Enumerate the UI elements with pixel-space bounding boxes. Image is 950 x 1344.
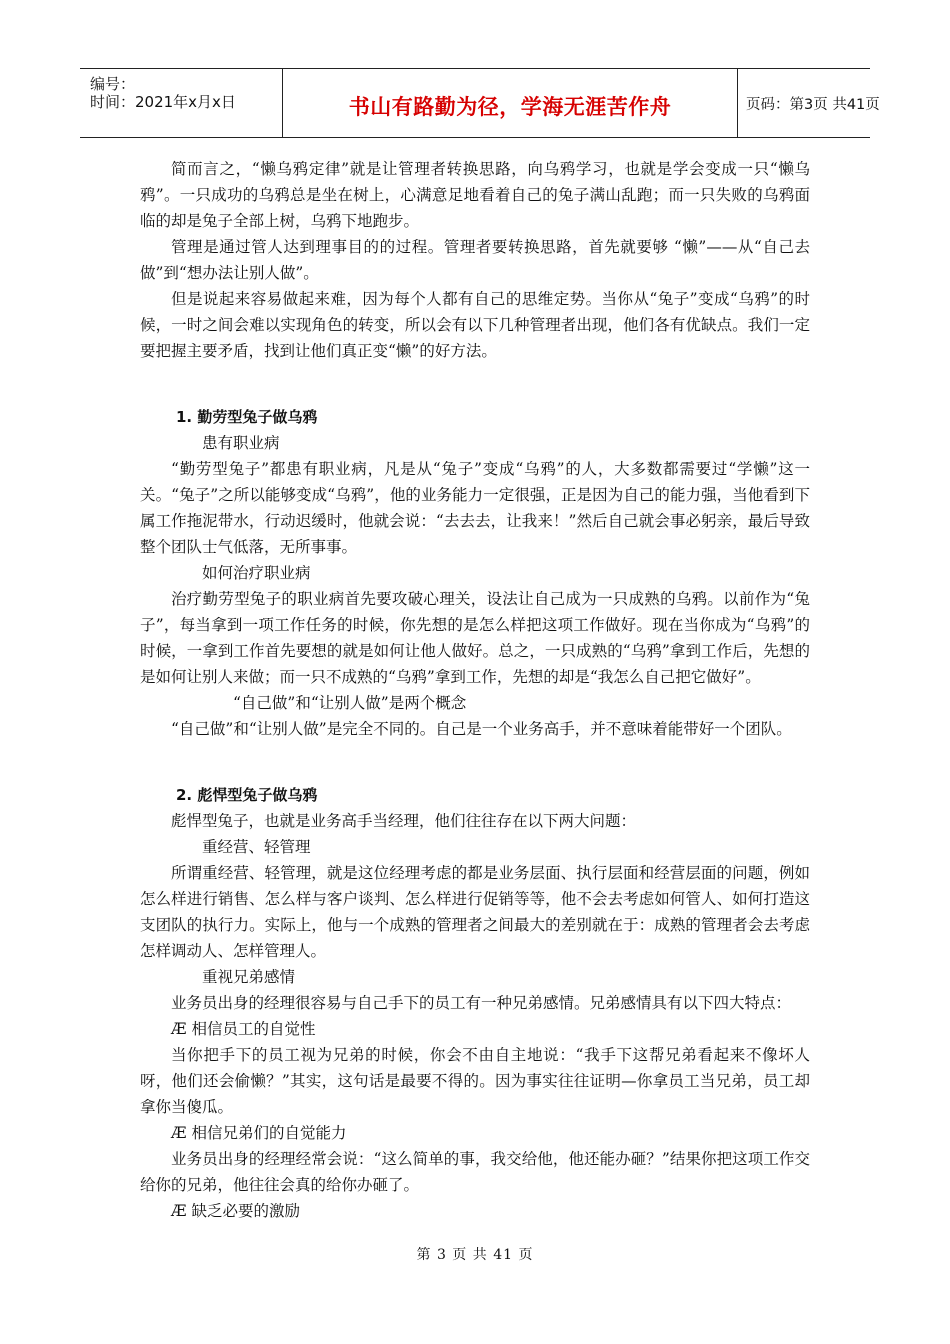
paragraph: 简而言之，“懒乌鸦定律”就是让管理者转换思路，向乌鸦学习，也就是学会变成一只“懒乌鸦”。一只成功的乌鸦总是坐在树上，心满意足地看着自己的兔子满山乱跑；而一只失败的乌鸦面临的却是兔子全部上树，乌鸦下地跑步。 <box>140 160 810 230</box>
paragraph: “勤劳型兔子”都患有职业病，凡是从“兔子”变成“乌鸦”的人，大多数都需要过“学懒”这一关。“兔子”之所以能够变成“乌鸦”，他的业务能力一定很强，正是因为自己的能力强，当他看到下属工作拖泥带水，行动迟缓时，他就会说：“去去去，让我来！”然后自己就会事必躬亲，最后导致整个团队士气低落，无所事事。 <box>140 460 810 556</box>
document-body <box>140 156 810 1224</box>
section-heading: 1. 勤劳型兔子做乌鸦 <box>176 408 318 426</box>
spacer <box>140 364 810 390</box>
page-footer: 第 3 页 共 41 页 <box>416 1247 534 1263</box>
header-left-cell <box>80 69 283 137</box>
paragraph: 业务员出身的经理经常会说：“这么简单的事，我交给他，他还能办砸？”结果你把这项工作交给你的兄弟，他往往会真的给你办砸了。 <box>140 1150 810 1194</box>
spacer <box>140 742 810 768</box>
spacer <box>140 390 810 404</box>
subheading: 重经营、轻管理 <box>202 838 311 856</box>
header-motto-cell <box>283 69 738 137</box>
paragraph: 彪悍型兔子，也就是业务高手当经理，他们往往存在以下两大问题： <box>171 812 637 830</box>
paragraph: “自己做”和“让别人做”是完全不同的。自己是一个业务高手，并不意味着能带好一个团队。 <box>171 720 792 738</box>
header-page-cell <box>738 69 880 137</box>
doc-number-label: 编号： <box>90 75 136 93</box>
spacer <box>140 768 810 782</box>
header-table <box>80 68 880 138</box>
paragraph: 业务员出身的经理很容易与自己手下的员工有一种兄弟感情。兄弟感情具有以下四大特点： <box>171 994 792 1012</box>
paragraph: 治疗勤劳型兔子的职业病首先要攻破心理关，设法让自己成为一只成熟的乌鸦。以前作为“兔子”，每当拿到一项工作任务的时候，你先想的是怎么样把这项工作做好。现在当你成为“乌鸦”的时候，一拿到工作首先要想的就是如何让他人做好。总之，一只成熟的“乌鸦”拿到工作后，先想的是如何让别人来做；而一只不成熟的“乌鸦”拿到工作，先想的却是“我怎么自己把它做好”。 <box>140 590 810 686</box>
subheading: 重视兄弟感情 <box>202 968 296 986</box>
section-heading: 2. 彪悍型兔子做乌鸦 <box>176 786 318 804</box>
time-label: 时间：2021年x月x日 <box>90 93 236 111</box>
subheading: “自己做”和“让别人做”是两个概念 <box>233 694 467 712</box>
bullet-item: Æ 缺乏必要的激励 <box>171 1202 300 1220</box>
bullet-item: Æ 相信员工的自觉性 <box>171 1020 316 1038</box>
paragraph: 但是说起来容易做起来难，因为每个人都有自己的思维定势。当你从“兔子”变成“乌鸦”的时候，一时之间会难以实现角色的转变，所以会有以下几种管理者出现，他们各有优缺点。我们一定要把握主要矛盾，找到让他们真正变“懒”的好方法。 <box>140 290 810 360</box>
header-page-label: 页码：第3页 共41页 <box>746 97 880 113</box>
header-motto: 书山有路勤为径，学海无涯苦作舟 <box>348 95 672 119</box>
bullet-item: Æ 相信兄弟们的自觉能力 <box>171 1124 347 1142</box>
subheading: 患有职业病 <box>202 434 280 452</box>
paragraph: 所谓重经营、轻管理，就是这位经理考虑的都是业务层面、执行层面和经营层面的问题，例如怎么样进行销售、怎么样与客户谈判、怎么样进行促销等等，他不会去考虑如何管人、如何打造这支团队的执行力。实际上，他与一个成熟的管理者之间最大的差别就在于：成熟的管理者会去考虑怎样调动人、怎样管理人。 <box>140 864 810 960</box>
paragraph: 管理是通过管人达到理事目的的过程。管理者要转换思路，首先就要够 “懒”——从“自己去做”到“想办法让别人做”。 <box>140 238 810 282</box>
paragraph: 当你把手下的员工视为兄弟的时候，你会不由自主地说：“我手下这帮兄弟看起来不像坏人呀，他们还会偷懒？”其实，这句话是最要不得的。因为事实往往证明—你拿员工当兄弟，员工却拿你当傻瓜。 <box>140 1046 810 1116</box>
subheading: 如何治疗职业病 <box>202 564 311 582</box>
